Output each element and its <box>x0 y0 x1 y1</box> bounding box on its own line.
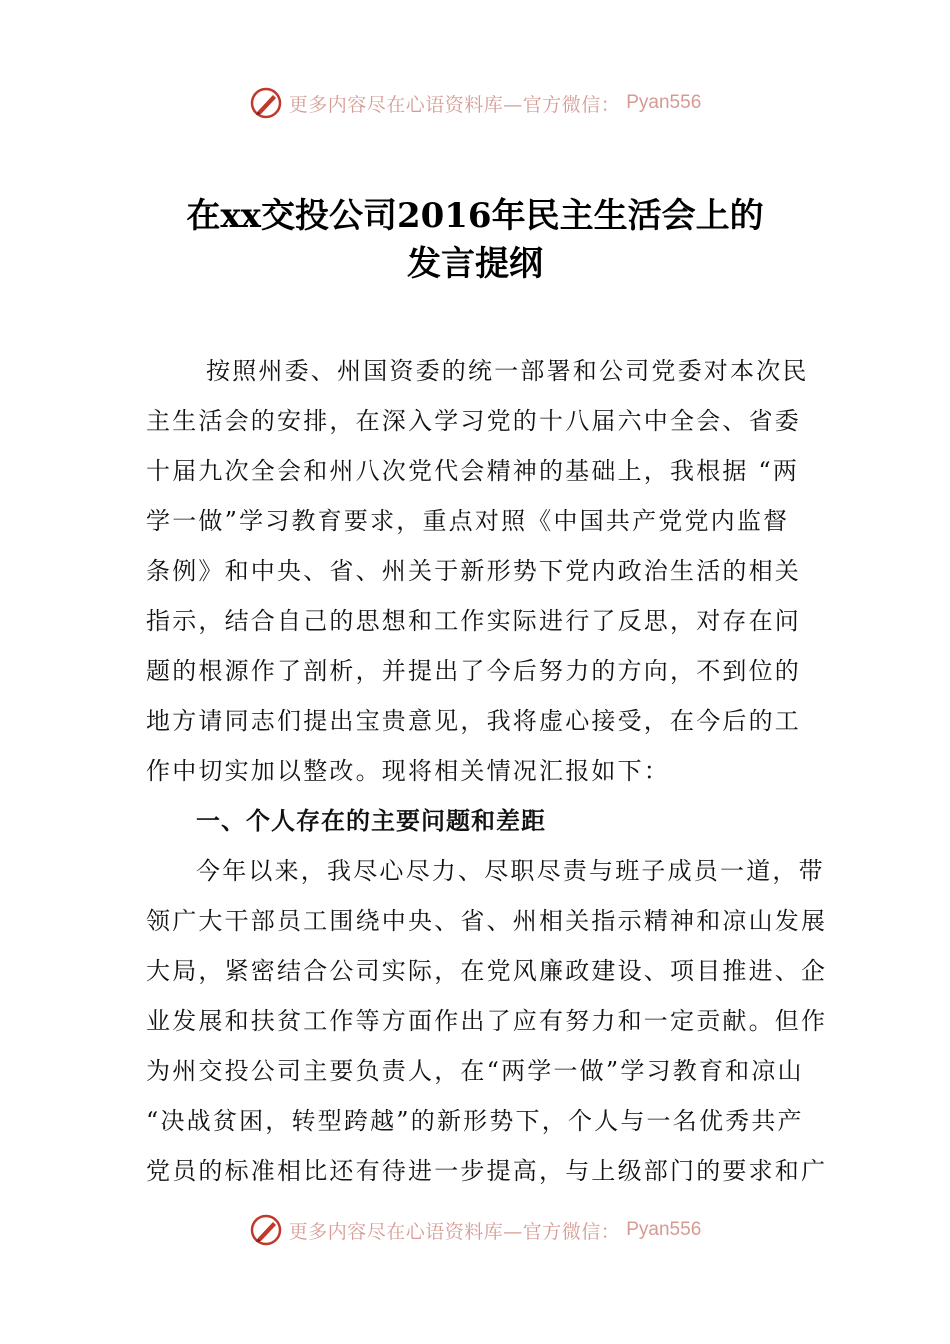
text-line: “决战贫困，转型跨越”的新形势下，个人与一名优秀共产 <box>146 1107 804 1135</box>
text-line: 指示，结合自己的思想和工作实际进行了反思，对存在问 <box>146 607 801 635</box>
text-line: 业发展和扶贫工作等方面作出了应有努力和一定贡献。但作 <box>146 1007 828 1035</box>
text-line: 学一做”学习教育要求，重点对照《中国共产党党内监督 <box>146 507 790 535</box>
text-line: 十届九次全会和州八次党代会精神的基础上，我根据 “两 <box>146 457 800 485</box>
watermark-text: 更多内容尽在心语资料库—官方微信： <box>288 1220 621 1243</box>
text-line: 按照州委、州国资委的统一部署和公司党委对本次民 <box>206 357 809 385</box>
text-line: 领广大干部员工围绕中央、省、州相关指示精神和凉山发展 <box>146 907 828 935</box>
text-line: 今年以来，我尽心尽力、尽职尽责与班子成员一道，带 <box>196 857 825 885</box>
watermark-wechat-id: Pyan556 <box>626 1219 702 1240</box>
text-line: 作中切实加以整改。现将相关情况汇报如下： <box>146 757 670 785</box>
title-line-1: 在xx交投公司2016年民主生活会上的 <box>186 196 764 236</box>
watermark-text: 更多内容尽在心语资料库—官方微信： <box>288 93 621 116</box>
intro-paragraph <box>146 346 828 1196</box>
watermark-wechat-id: Pyan556 <box>626 92 702 113</box>
text-line: 为州交投公司主要负责人，在“两学一做”学习教育和凉山 <box>146 1057 804 1085</box>
text-line: 主生活会的安排，在深入学习党的十八届六中全会、省委 <box>146 407 801 435</box>
text-line: 条例》和中央、省、州关于新形势下党内政治生活的相关 <box>146 557 801 585</box>
document-title <box>0 192 950 288</box>
watermark-banner-top <box>0 83 950 123</box>
section-heading: 一、个人存在的主要问题和差距 <box>196 807 546 835</box>
pen-logo-icon <box>249 1213 283 1247</box>
title-line-2: 发言提纲 <box>407 244 543 284</box>
text-line: 地方请同志们提出宝贵意见，我将虚心接受，在今后的工 <box>146 707 801 735</box>
text-line: 大局，紧密结合公司实际，在党风廉政建设、项目推进、企 <box>146 957 828 985</box>
text-line: 题的根源作了剖析，并提出了今后努力的方向，不到位的 <box>146 657 801 685</box>
text-line: 党员的标准相比还有待进一步提高，与上级部门的要求和广 <box>146 1157 828 1185</box>
watermark-banner-bottom <box>0 1210 950 1250</box>
pen-logo-icon <box>249 86 283 120</box>
